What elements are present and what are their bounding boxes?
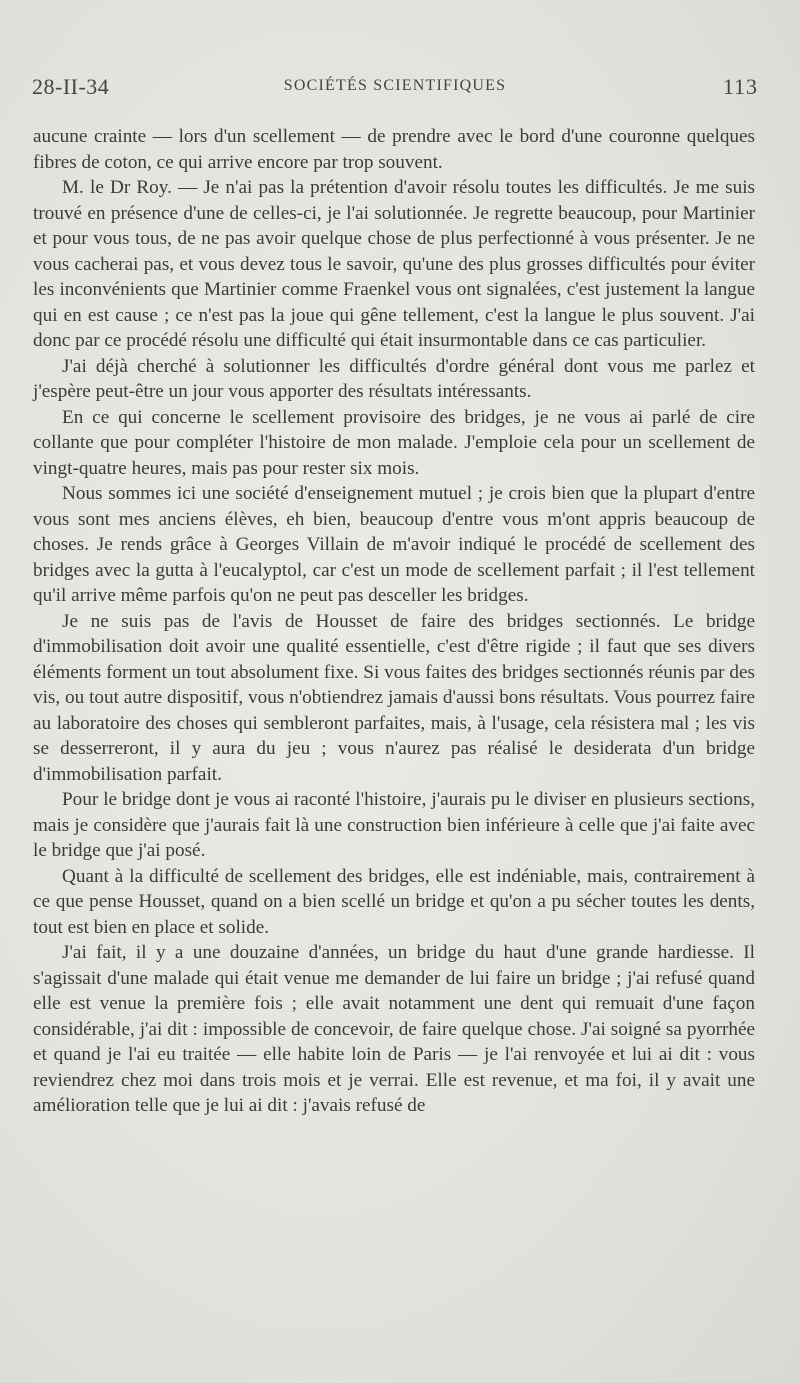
running-header: [32, 74, 758, 100]
page-number: 113: [722, 74, 758, 99]
header-date: 28-II-34: [32, 74, 110, 99]
paragraph: En ce qui concerne le scellement provisoire des bridges, je ne vous ai parlé de cire collante que pour compléter l'histoire de mon malade. J'emploie cela pour un scellement de vingt-quatre heures, mais pas pour rester six mois.: [33, 406, 755, 479]
body-text: [33, 124, 755, 1119]
paragraph: Je ne suis pas de l'avis de Housset de faire des bridges sectionnés. Le bridge d'immobilisation doit avoir une qualité essentielle, c'est d'être rigide ; il faut que ses divers éléments forment un tout absolument fixe. Si vous faites des bridges sectionnés réunis par des vis, ou tout autre dispositif, vous n'obtiendrez jamais d'aussi bons résultats. Vous pourrez faire au laboratoire des choses qui sembleront parfaites, mais, à l'usage, cela résistera mal ; les vis se desserreront, il y aura du jeu ; vous n'aurez pas réalisé le desiderata d'un bridge d'immobilisation parfait.: [33, 610, 755, 785]
paragraph: Pour le bridge dont je vous ai raconté l'histoire, j'aurais pu le diviser en plusieurs sections, mais je considère que j'aurais fait là une construction bien inférieure à celle que j'ai faite avec le bridge que j'ai posé.: [33, 789, 755, 861]
paragraph: aucune crainte — lors d'un scellement — de prendre avec le bord d'une couronne quelques fibres de coton, ce qui arrive encore par trop souvent.: [33, 126, 755, 173]
paragraph: J'ai fait, il y a une douzaine d'années, un bridge du haut d'une grande hardiesse. Il s'agissait d'une malade qui était venue me demander de lui faire un bridge ; j'ai refusé quand elle est venue la première fois ; elle avait notamment une dent qui remuait d'une façon considérable, j'ai dit : impossible de concevoir, de faire quelque chose. J'ai soigné sa pyorrhée et quand je l'ai eu traitée — elle habite loin de Paris — je l'ai renvoyée et lui ai dit : vous reviendrez chez moi dans trois mois et je verrai. Elle est revenue, et ma foi, il y avait une amélioration telle que je lui ai dit : j'avais refusé de: [33, 942, 755, 1116]
paragraph: Nous sommes ici une société d'enseignement mutuel ; je crois bien que la plupart d'entre vous sont mes anciens élèves, eh bien, beaucoup d'entre vous m'ont appris beaucoup de choses. Je rends grâce à Georges Villain de m'avoir indiqué le procédé de scellement des bridges avec la gutta à l'eucalyptol, car c'est un mode de scellement parfait ; il l'est tellement qu'il arrive même parfois qu'on ne peut pas desceller les bridges.: [33, 483, 755, 606]
paragraph: J'ai déjà cherché à solutionner les difficultés d'ordre général dont vous me parlez et j'espère peut-être un jour vous apporter des résultats intéressants.: [33, 355, 755, 402]
running-title: SOCIÉTÉS SCIENTIFIQUES: [283, 77, 507, 94]
paragraph: Quant à la difficulté de scellement des bridges, elle est indéniable, mais, contrairement à ce que pense Housset, quand on a bien scellé un bridge et qu'on a pu sécher toutes les dents, tout est bien en place et solide.: [33, 865, 755, 938]
paragraph: M. le Dr Roy. — Je n'ai pas la prétention d'avoir résolu toutes les difficultés. Je me suis trouvé en présence d'une de celles-ci, je l'ai solutionnée. Je regrette beaucoup, pour Martinier et pour vous tous, de ne pas avoir quelque chose de plus perfectionné à vous présenter. Je ne vous cacherai pas, et vous devez tous le savoir, qu'une des plus grosses difficultés pour éviter les inconvénients que Martinier comme Fraenkel vous ont signalées, c'est justement la langue qui en est cause ; ce n'est pas la joue qui gêne tellement, c'est la langue le plus souvent. J'ai donc par ce procédé résolu une difficulté qui était insurmontable dans ce cas particulier.: [33, 177, 755, 351]
